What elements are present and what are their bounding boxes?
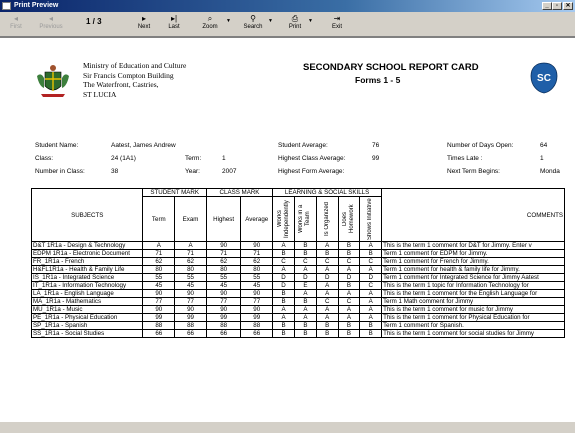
exam-cell: 99: [175, 314, 207, 322]
average-cell: 71: [241, 250, 273, 258]
table-row: [32, 250, 565, 258]
skill-cell: B: [294, 250, 316, 258]
table-row: [32, 242, 565, 250]
exam-cell: 77: [175, 298, 207, 306]
ministry-line: Ministry of Education and Culture: [83, 61, 187, 70]
status-bar: [0, 421, 575, 433]
term-cell: 55: [143, 274, 175, 282]
class-mark-header: CLASS MARK: [206, 189, 272, 197]
student-mark-header: STUDENT MARK: [143, 189, 206, 197]
skill-cell: B: [316, 322, 338, 330]
highest-class-average-value: 99: [372, 155, 380, 162]
subject-cell: D&T 1R1a - Design & Technology: [32, 242, 143, 250]
highest-cell: 99: [206, 314, 241, 322]
exam-cell: 55: [175, 274, 207, 282]
comment-cell: Term 1 comment for French for Jimmy.: [382, 258, 565, 266]
table-row: [32, 330, 565, 338]
skill-cell: D: [294, 274, 316, 282]
skill-cell: A: [338, 290, 360, 298]
student-name-label: Student Name:: [35, 142, 79, 149]
table-row: [32, 282, 565, 290]
skill-cell: B: [294, 330, 316, 338]
highest-cell: 45: [206, 282, 241, 290]
subject-cell: EDPM 1R1a - Electronic Document: [32, 250, 143, 258]
skill-cell: A: [338, 314, 360, 322]
exam-cell: 88: [175, 322, 207, 330]
highest-cell: 90: [206, 306, 241, 314]
highest-cell: 71: [206, 250, 241, 258]
average-cell: 99: [241, 314, 273, 322]
skill-cell: A: [273, 306, 295, 314]
report-title: SECONDARY SCHOOL REPORT CARD: [303, 62, 479, 73]
next-term-value: Monda: [540, 168, 560, 175]
table-header-row: [32, 189, 565, 197]
skill-cell: B: [294, 298, 316, 306]
number-in-class-value: 38: [111, 168, 119, 175]
subject-cell: SP_1R1a - Spanish: [32, 322, 143, 330]
skill-cell: D: [316, 274, 338, 282]
class-label: Class:: [35, 155, 54, 162]
skill-cell: B: [338, 250, 360, 258]
table-body: [32, 242, 565, 338]
highest-header: Highest: [206, 197, 241, 242]
subject-cell: IT_1R1a - Information Technology: [32, 282, 143, 290]
comment-cell: Term 1 comment for Spanish.: [382, 322, 565, 330]
skill-cell: B: [273, 330, 295, 338]
search-button[interactable]: [240, 13, 266, 35]
table-row: [32, 298, 565, 306]
ministry-line: ST LUCIA: [83, 89, 117, 99]
zoom-label: Zoom: [202, 24, 218, 30]
exam-cell: 90: [175, 306, 207, 314]
exam-cell: 90: [175, 290, 207, 298]
skill-header: Does Homework: [341, 204, 355, 234]
skill-cell: B: [360, 330, 382, 338]
next-label: Next: [137, 24, 151, 30]
ministry-address: [83, 61, 186, 99]
skill-cell: D: [360, 274, 382, 282]
skill-cell: A: [360, 266, 382, 274]
first-button[interactable]: [6, 13, 26, 35]
skill-cell: A: [360, 306, 382, 314]
subject-cell: FR_1R1a - French: [32, 258, 143, 266]
skill-cell: A: [360, 242, 382, 250]
comment-cell: Term 1 comment for EDPM for Jimmy.: [382, 250, 565, 258]
exam-cell: 62: [175, 258, 207, 266]
last-button[interactable]: [164, 13, 184, 35]
skill-cell: A: [316, 266, 338, 274]
table-row: [32, 274, 565, 282]
comments-header: COMMENTS: [382, 189, 565, 242]
skill-cell: A: [273, 314, 295, 322]
highest-form-average-label: Highest Form Average:: [278, 168, 345, 175]
comment-cell: This is the term 1 comment for music for Jimmy: [382, 306, 565, 314]
table-row: [32, 314, 565, 322]
comment-cell: Term 1 Math comment for Jimmy: [382, 298, 565, 306]
days-open-value: 64: [540, 142, 548, 149]
skill-header: Works in a Team: [298, 204, 312, 234]
subject-cell: PE_1R1a - Physical Education: [32, 314, 143, 322]
highest-cell: 77: [206, 298, 241, 306]
comment-cell: Term 1 comment for health & family life for Jimmy.: [382, 266, 565, 274]
skill-cell: D: [273, 274, 295, 282]
skill-cell: A: [360, 290, 382, 298]
comment-cell: Term 1 comment for Integrated Science for Jimmy Aatest: [382, 274, 565, 282]
subject-cell: H&FL1R1a - Health & Family Life: [32, 266, 143, 274]
skill-cell: A: [316, 306, 338, 314]
ministry-line: The Waterfront, Castries,: [83, 80, 159, 89]
term-cell: 45: [143, 282, 175, 290]
comment-cell: This is the term 1 comment for D&T for Jimmy. Enter v: [382, 242, 565, 250]
term-cell: 77: [143, 298, 175, 306]
skill-cell: C: [360, 258, 382, 266]
skill-cell: B: [338, 330, 360, 338]
skill-cell: C: [338, 298, 360, 306]
skill-cell: B: [316, 330, 338, 338]
skill-cell: A: [294, 290, 316, 298]
skill-cell: B: [294, 322, 316, 330]
app-icon: [2, 2, 11, 10]
report-forms: Forms 1 - 5: [355, 75, 401, 85]
average-cell: 88: [241, 322, 273, 330]
student-name-value: Aatest, James Andrew: [111, 142, 176, 149]
skill-cell: C: [294, 258, 316, 266]
preview-area[interactable]: [0, 37, 575, 422]
page-indicator: 1 / 3: [86, 17, 102, 26]
skill-cell: A: [294, 306, 316, 314]
skill-cell: D: [273, 282, 295, 290]
times-late-label: Times Late :: [447, 155, 483, 162]
comment-cell: This is the term 1 comment for social studies for Jimmy: [382, 330, 565, 338]
skill-cell: A: [360, 298, 382, 306]
subject-cell: SS_1R1a - Social Studies: [32, 330, 143, 338]
average-cell: 90: [241, 306, 273, 314]
school-logo-text: SC: [537, 73, 551, 84]
highest-cell: 80: [206, 266, 241, 274]
skill-cell: B: [338, 322, 360, 330]
year-label: Year:: [185, 168, 200, 175]
term-cell: 66: [143, 330, 175, 338]
zoom-dropdown-icon[interactable]: ▼: [226, 18, 231, 24]
search-dropdown-icon[interactable]: ▼: [268, 18, 273, 24]
highest-cell: 90: [206, 242, 241, 250]
minimize-button[interactable]: _: [542, 2, 552, 10]
skill-cell: A: [338, 306, 360, 314]
skill-header: Is Organized: [323, 201, 330, 237]
previous-button[interactable]: [36, 13, 66, 35]
skill-cell: C: [273, 258, 295, 266]
highest-cell: 62: [206, 258, 241, 266]
skill-header: Works Independently: [276, 200, 290, 238]
exit-label: Exit: [331, 24, 342, 30]
average-cell: 90: [241, 242, 273, 250]
skill-cell: A: [316, 282, 338, 290]
skill-cell: B: [273, 322, 295, 330]
average-cell: 45: [241, 282, 273, 290]
average-cell: 80: [241, 266, 273, 274]
previous-label: Previous: [39, 24, 63, 30]
class-value: 24 (1A1): [111, 155, 136, 162]
subject-cell: MA_1R1a - Mathematics: [32, 298, 143, 306]
average-cell: 66: [241, 330, 273, 338]
maximize-button[interactable]: ▫: [552, 2, 562, 10]
coat-of-arms-icon: [33, 62, 73, 102]
skill-header: Shows Initiative: [367, 198, 374, 240]
term-cell: 88: [143, 322, 175, 330]
next-button[interactable]: [134, 13, 154, 35]
skill-cell: A: [273, 266, 295, 274]
close-button[interactable]: ✕: [563, 2, 573, 10]
comment-cell: This is the term 1 comment for Physical Education for: [382, 314, 565, 322]
average-cell: 55: [241, 274, 273, 282]
skill-cell: A: [360, 314, 382, 322]
exam-cell: 80: [175, 266, 207, 274]
comment-cell: This is the term 1 topic for Information Technology for: [382, 282, 565, 290]
term-header: Term: [143, 197, 175, 242]
exit-icon: ⇥: [333, 14, 341, 23]
exam-header: Exam: [175, 197, 207, 242]
skill-cell: A: [294, 314, 316, 322]
school-logo-icon: [530, 62, 558, 94]
previous-icon: ◂: [48, 14, 53, 23]
average-cell: 77: [241, 298, 273, 306]
term-cell: 80: [143, 266, 175, 274]
term-cell: 62: [143, 258, 175, 266]
average-cell: 90: [241, 290, 273, 298]
term-cell: 71: [143, 250, 175, 258]
highest-class-average-label: Highest Class Average:: [278, 155, 346, 162]
exam-cell: 66: [175, 330, 207, 338]
search-label: Search: [243, 24, 263, 30]
skill-cell: A: [316, 290, 338, 298]
title-bar: [0, 0, 575, 12]
zoom-button[interactable]: [198, 13, 222, 35]
first-icon: ◂: [13, 14, 18, 23]
binoculars-icon: ⚲: [250, 14, 256, 23]
skill-cell: B: [338, 242, 360, 250]
term-label: Term:: [185, 155, 202, 162]
student-average-label: Student Average:: [278, 142, 328, 149]
skill-cell: A: [273, 242, 295, 250]
times-late-value: 1: [540, 155, 544, 162]
term-cell: A: [143, 242, 175, 250]
table-row: [32, 266, 565, 274]
last-icon: ▸|: [170, 14, 178, 23]
table-row: [32, 306, 565, 314]
average-cell: 62: [241, 258, 273, 266]
first-label: First: [10, 24, 22, 30]
table-row: [32, 290, 565, 298]
skill-cell: B: [273, 290, 295, 298]
skill-cell: A: [316, 314, 338, 322]
skill-cell: B: [316, 250, 338, 258]
term-value: 1: [222, 155, 226, 162]
next-icon: ▸: [141, 14, 146, 23]
skill-cell: C: [316, 298, 338, 306]
term-cell: 90: [143, 306, 175, 314]
skill-cell: B: [360, 322, 382, 330]
highest-cell: 88: [206, 322, 241, 330]
subject-cell: IS_1R1a - Integrated Science: [32, 274, 143, 282]
skill-cell: C: [360, 282, 382, 290]
exam-cell: 71: [175, 250, 207, 258]
report-page: [25, 52, 565, 422]
last-label: Last: [168, 24, 180, 30]
highest-cell: 55: [206, 274, 241, 282]
skill-cell: C: [316, 258, 338, 266]
skill-cell: B: [273, 298, 295, 306]
print-dropdown-icon[interactable]: ▼: [308, 18, 313, 24]
toolbar: [0, 12, 575, 37]
report-table: [31, 188, 565, 338]
print-label: Print: [288, 24, 302, 30]
days-open-label: Number of Days Open:: [447, 142, 514, 149]
student-average-value: 76: [372, 142, 380, 149]
window-title: Print Preview: [14, 2, 59, 9]
skill-cell: B: [294, 242, 316, 250]
comment-cell: This is the term 1 comment for the English Language for: [382, 290, 565, 298]
skill-cell: A: [316, 242, 338, 250]
year-value: 2007: [222, 168, 237, 175]
number-in-class-label: Number in Class:: [35, 168, 85, 175]
term-cell: 99: [143, 314, 175, 322]
skill-cell: B: [360, 250, 382, 258]
table-row: [32, 258, 565, 266]
printer-icon: ⎙: [291, 14, 299, 23]
zoom-icon: ⌕: [207, 14, 213, 23]
subjects-header: SUBJECTS: [32, 189, 143, 242]
exam-cell: A: [175, 242, 207, 250]
skill-cell: C: [338, 258, 360, 266]
skill-cell: B: [338, 282, 360, 290]
skill-cell: A: [294, 266, 316, 274]
subject-cell: MU_1R1a - Music: [32, 306, 143, 314]
highest-cell: 66: [206, 330, 241, 338]
next-term-label: Next Term Begins:: [447, 168, 500, 175]
skill-cell: B: [273, 250, 295, 258]
table-row: [32, 322, 565, 330]
exit-button[interactable]: [326, 13, 348, 35]
skills-header: LEARNING & SOCIAL SKILLS: [273, 189, 382, 197]
exam-cell: 45: [175, 282, 207, 290]
average-header: Average: [241, 197, 273, 242]
highest-cell: 90: [206, 290, 241, 298]
subject-cell: LA_1R1a - English Language: [32, 290, 143, 298]
term-cell: 90: [143, 290, 175, 298]
skill-cell: D: [338, 274, 360, 282]
skill-cell: E: [294, 282, 316, 290]
skill-cell: A: [338, 266, 360, 274]
print-button[interactable]: [284, 13, 306, 35]
ministry-line: Sir Francis Compton Building: [83, 70, 174, 80]
